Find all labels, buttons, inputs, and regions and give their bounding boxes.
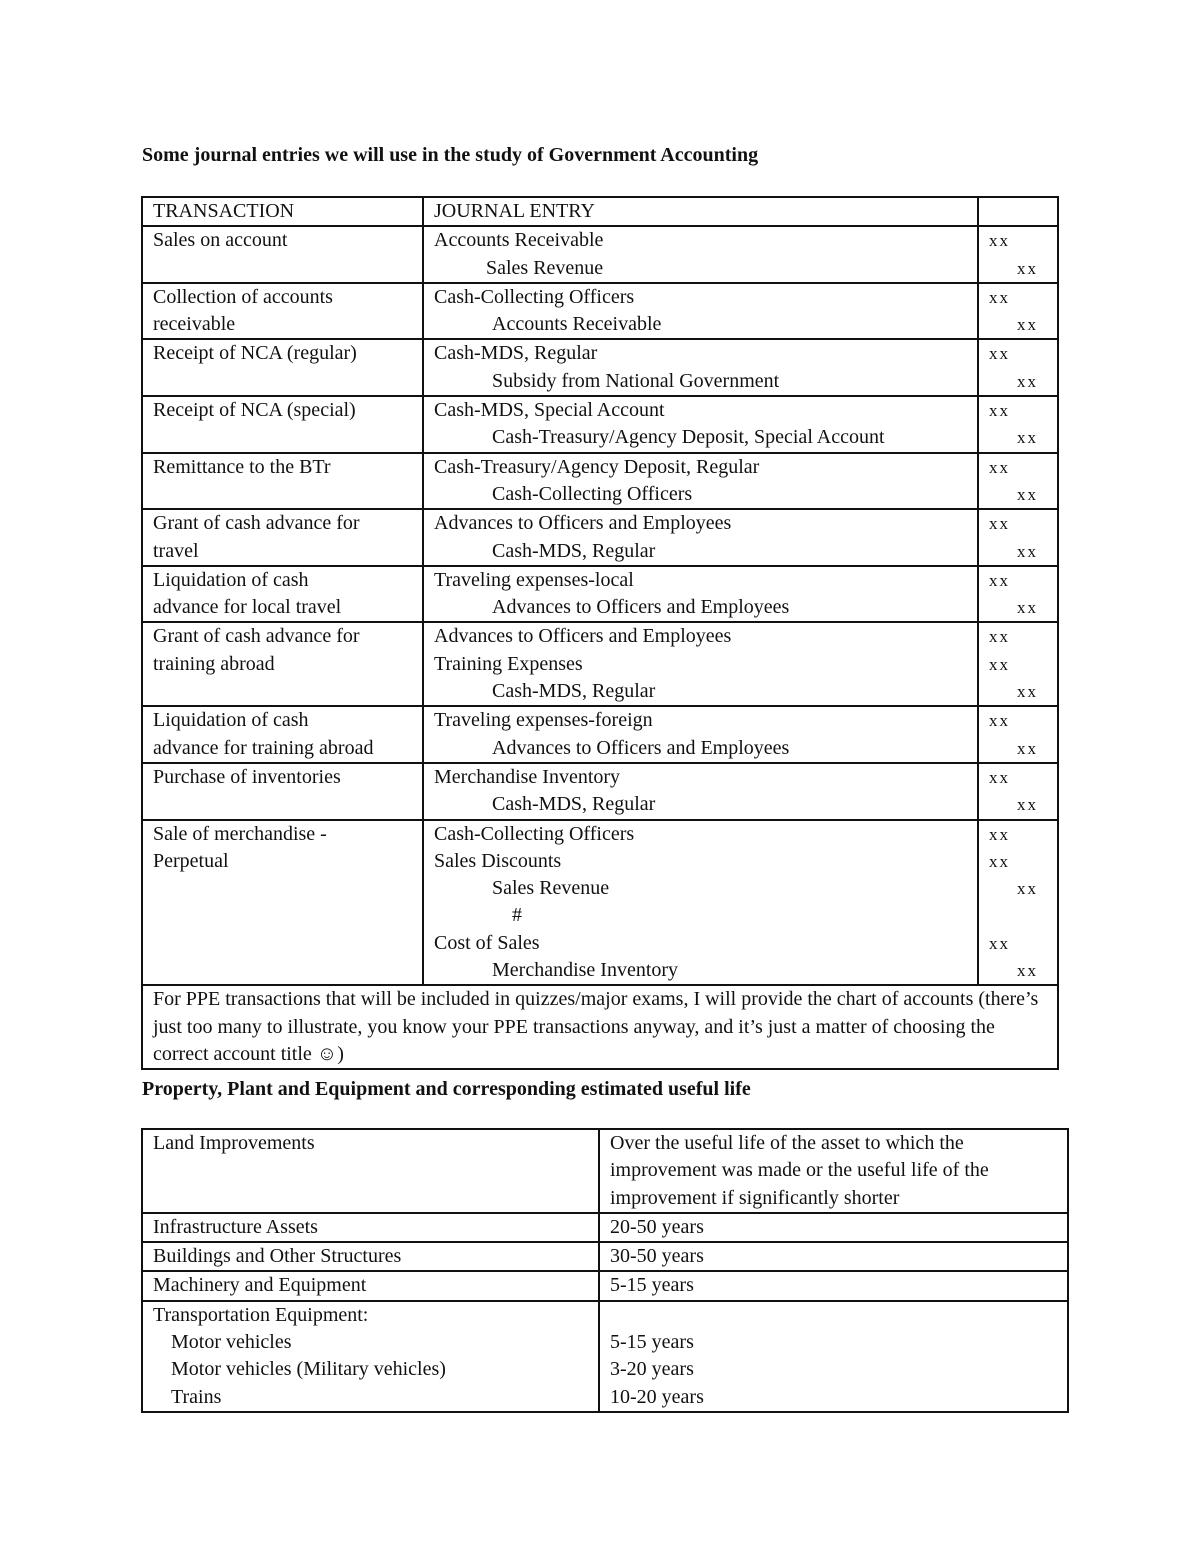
account-title: Cash-Collecting Officers (434, 285, 635, 308)
debit-amount: xx (989, 401, 1010, 421)
credit-amount: xx (1017, 738, 1038, 758)
journal-heading: Some journal entries we will use in the study of Government Accounting (142, 144, 759, 166)
ppe-row (142, 1242, 1068, 1271)
transaction-text: receivable (153, 313, 236, 336)
account-title: Training Expenses (434, 652, 583, 675)
journal-entry-cell (423, 226, 978, 283)
amount-cell (978, 622, 1058, 706)
journal-entries-table (141, 196, 1059, 1070)
transaction-cell (142, 509, 423, 566)
transaction-text: advance for training abroad (153, 736, 374, 759)
ppe-row (142, 1213, 1068, 1242)
asset-cell (142, 1242, 599, 1271)
transaction-cell (142, 820, 423, 986)
credit-amount: xx (1017, 371, 1038, 391)
account-title: Cash-MDS, Regular (492, 680, 656, 703)
transaction-cell (142, 453, 423, 510)
account-title: Sales Revenue (492, 877, 610, 900)
transaction-text: Sale of merchandise - (153, 822, 327, 845)
amount-cell (978, 283, 1058, 340)
journal-header-row (142, 197, 1058, 226)
asset-cell (142, 1301, 599, 1412)
useful-life: 5-15 years (610, 1274, 694, 1297)
ppe-row (142, 1271, 1068, 1300)
account-title: Cash-MDS, Special Account (434, 399, 665, 422)
account-title: Accounts Receivable (492, 313, 662, 336)
debit-amount: xx (989, 457, 1010, 477)
account-title: Cash-MDS, Regular (492, 539, 656, 562)
transaction-text: Collection of accounts (153, 285, 333, 308)
credit-amount: xx (1017, 879, 1038, 899)
journal-row (142, 396, 1058, 453)
account-title: # (512, 904, 522, 927)
journal-row (142, 820, 1058, 986)
debit-amount: xx (989, 287, 1010, 307)
debit-amount: xx (989, 851, 1010, 871)
header-amount (978, 197, 1058, 226)
debit-amount: xx (989, 711, 1010, 731)
amount-cell (978, 453, 1058, 510)
transaction-cell (142, 763, 423, 820)
amount-cell (978, 566, 1058, 623)
useful-life: 3-20 years (610, 1358, 694, 1381)
account-title: Advances to Officers and Employees (434, 625, 732, 648)
credit-amount: xx (1017, 598, 1038, 618)
useful-life: 30-50 years (610, 1245, 704, 1268)
account-title: Merchandise Inventory (434, 765, 621, 788)
transaction-text: Grant of cash advance for (153, 512, 360, 535)
journal-row (142, 283, 1058, 340)
transaction-cell (142, 706, 423, 763)
transaction-text: Liquidation of cash (153, 709, 309, 732)
useful-life: Over the useful life of the asset to which the (610, 1132, 964, 1154)
header-journal-entry: JOURNAL ENTRY (423, 197, 978, 226)
transaction-text: advance for local travel (153, 596, 342, 619)
journal-row (142, 226, 1058, 283)
transaction-text: Grant of cash advance for (153, 625, 360, 648)
debit-amount: xx (989, 824, 1010, 844)
credit-amount: xx (1017, 315, 1038, 335)
account-title: Cash-Collecting Officers (434, 822, 635, 845)
credit-amount: xx (1017, 541, 1038, 561)
useful-life-cell (599, 1129, 1068, 1213)
useful-life-cell (599, 1271, 1068, 1300)
useful-life: 20-50 years (610, 1215, 704, 1238)
asset-name: Motor vehicles (171, 1331, 292, 1354)
ppe-note: For PPE transactions that will be included in quizzes/major exams, I will provide the chart of accounts (there’s just too many to illustrate, you know your PPE transactions anyway, and it’s just a matter of choosing the correct account title ☺) (142, 985, 1058, 1069)
asset-cell (142, 1213, 599, 1242)
transaction-text: travel (153, 539, 199, 562)
journal-row (142, 622, 1058, 706)
credit-amount: xx (1017, 428, 1038, 448)
asset-name: Buildings and Other Structures (153, 1245, 402, 1268)
journal-row (142, 763, 1058, 820)
asset-name: Transportation Equipment: (153, 1303, 369, 1326)
transaction-cell (142, 339, 423, 396)
useful-life: improvement was made or the useful life of the (610, 1159, 989, 1182)
asset-name: Motor vehicles (Military vehicles) (171, 1358, 446, 1381)
transaction-text: Receipt of NCA (special) (153, 399, 356, 422)
journal-row (142, 339, 1058, 396)
journal-row (142, 453, 1058, 510)
credit-amount: xx (1017, 961, 1038, 981)
journal-entry-cell (423, 763, 978, 820)
journal-row (142, 706, 1058, 763)
journal-entry-cell (423, 453, 978, 510)
account-title: Cash-Treasury/Agency Deposit, Special Account (492, 426, 885, 449)
debit-amount: xx (989, 767, 1010, 787)
amount-cell (978, 339, 1058, 396)
credit-amount: xx (1017, 258, 1038, 278)
account-title: Advances to Officers and Employees (434, 512, 732, 535)
debit-amount (979, 902, 1057, 929)
transaction-text: Purchase of inventories (153, 765, 341, 788)
account-title: Subsidy from National Government (492, 369, 780, 392)
transaction-cell (142, 283, 423, 340)
journal-entry-cell (423, 509, 978, 566)
transaction-text: Perpetual (153, 849, 229, 872)
amount-cell (978, 763, 1058, 820)
transaction-text: Liquidation of cash (153, 568, 309, 591)
useful-life: 10-20 years (610, 1385, 704, 1408)
ppe-row (142, 1301, 1068, 1412)
amount-cell (978, 706, 1058, 763)
asset-name: Infrastructure Assets (153, 1215, 318, 1238)
transaction-text: Sales on account (153, 229, 288, 252)
ppe-row (142, 1129, 1068, 1213)
credit-amount: xx (1017, 484, 1038, 504)
account-title: Advances to Officers and Employees (492, 596, 790, 619)
transaction-cell (142, 226, 423, 283)
journal-entry-cell (423, 622, 978, 706)
journal-entry-cell (423, 566, 978, 623)
ppe-heading: Property, Plant and Equipment and corresponding estimated useful life (142, 1078, 751, 1100)
amount-cell (978, 820, 1058, 986)
useful-life-cell (599, 1301, 1068, 1412)
useful-life (610, 1302, 1067, 1329)
credit-amount: xx (1017, 795, 1038, 815)
transaction-cell (142, 396, 423, 453)
debit-amount: xx (989, 231, 1010, 251)
journal-entry-cell (423, 820, 978, 986)
journal-entry-cell (423, 339, 978, 396)
journal-entry-cell (423, 283, 978, 340)
account-title: Cash-MDS, Regular (492, 793, 656, 816)
useful-life: improvement if significantly shorter (610, 1186, 900, 1209)
amount-cell (978, 396, 1058, 453)
journal-row (142, 566, 1058, 623)
header-transaction: TRANSACTION (142, 197, 423, 226)
useful-life-cell (599, 1242, 1068, 1271)
account-title: Sales Revenue (486, 256, 604, 279)
transaction-cell (142, 566, 423, 623)
debit-amount: xx (989, 627, 1010, 647)
journal-entry-cell (423, 706, 978, 763)
journal-entry-cell (423, 396, 978, 453)
account-title: Cash-Collecting Officers (492, 482, 693, 505)
transaction-text: Remittance to the BTr (153, 455, 331, 478)
account-title: Cost of Sales (434, 931, 540, 954)
useful-life: 5-15 years (610, 1331, 694, 1354)
account-title: Traveling expenses-foreign (434, 709, 653, 732)
ppe-useful-life-table (141, 1128, 1069, 1413)
debit-amount: xx (989, 570, 1010, 590)
debit-amount: xx (989, 654, 1010, 674)
journal-row (142, 509, 1058, 566)
asset-name: Machinery and Equipment (153, 1274, 367, 1297)
debit-amount: xx (989, 344, 1010, 364)
asset-name: Trains (171, 1385, 222, 1408)
account-title: Advances to Officers and Employees (492, 736, 790, 759)
note-row (142, 985, 1058, 1069)
account-title: Sales Discounts (434, 849, 562, 872)
account-title: Accounts Receivable (434, 229, 604, 252)
account-title: Merchandise Inventory (492, 959, 679, 982)
debit-amount: xx (989, 933, 1010, 953)
account-title: Traveling expenses-local (434, 568, 634, 591)
transaction-text: Receipt of NCA (regular) (153, 342, 357, 365)
credit-amount: xx (1017, 682, 1038, 702)
asset-cell (142, 1129, 599, 1213)
transaction-cell (142, 622, 423, 706)
asset-cell (142, 1271, 599, 1300)
debit-amount: xx (989, 514, 1010, 534)
amount-cell (978, 509, 1058, 566)
account-title: Cash-Treasury/Agency Deposit, Regular (434, 455, 760, 478)
account-title: Cash-MDS, Regular (434, 342, 598, 365)
asset-name: Land Improvements (153, 1132, 315, 1154)
useful-life-cell (599, 1213, 1068, 1242)
amount-cell (978, 226, 1058, 283)
transaction-text: training abroad (153, 652, 275, 675)
